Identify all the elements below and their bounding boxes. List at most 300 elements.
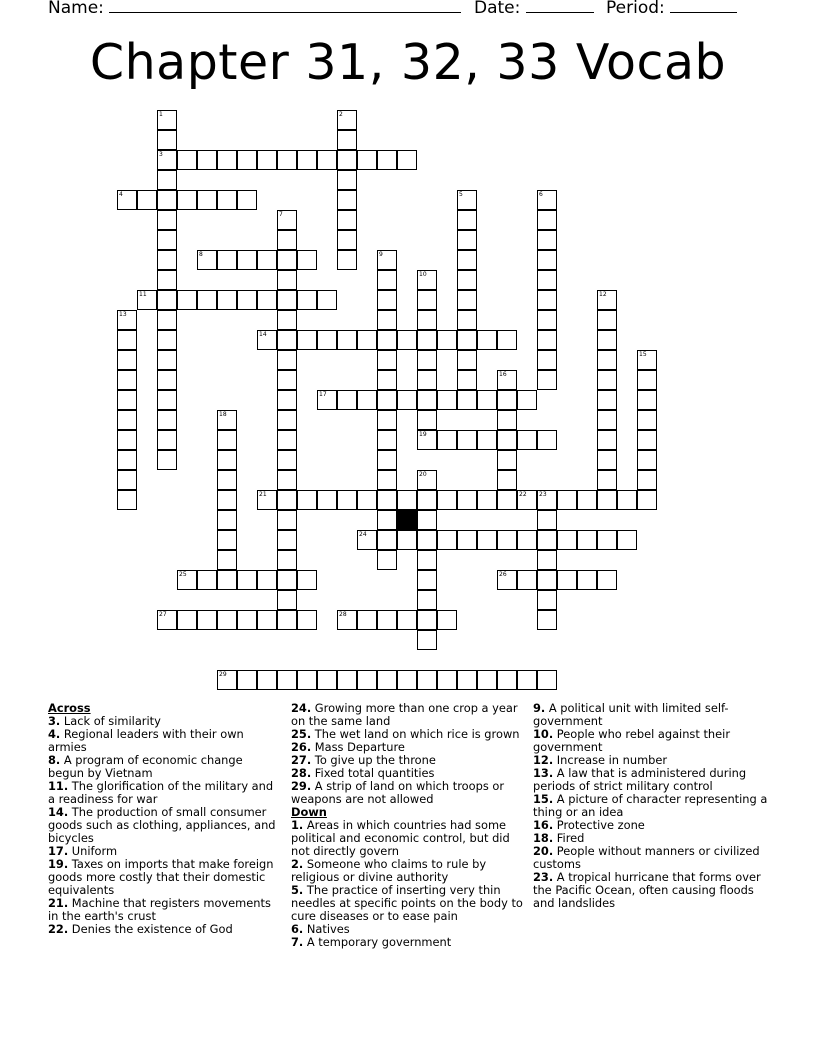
grid-cell[interactable]	[457, 210, 477, 230]
grid-cell[interactable]	[117, 490, 137, 510]
grid-cell[interactable]	[537, 230, 557, 250]
grid-cell[interactable]	[217, 570, 237, 590]
grid-cell[interactable]	[417, 490, 437, 510]
grid-cell[interactable]	[417, 550, 437, 570]
page-title: Chapter 31, 32, 33 Vocab	[89, 34, 727, 91]
grid-cell[interactable]	[157, 210, 177, 230]
grid-cell[interactable]	[277, 410, 297, 430]
grid-clue-number: 11	[139, 291, 147, 298]
grid-cell[interactable]	[537, 290, 557, 310]
grid-cell[interactable]	[377, 270, 397, 290]
grid-cell[interactable]	[317, 670, 337, 690]
grid-clue-number: 29	[219, 671, 227, 678]
grid-cell[interactable]	[417, 350, 437, 370]
grid-cell[interactable]	[157, 170, 177, 190]
grid-cell[interactable]	[337, 490, 357, 510]
clue-number: 14.	[48, 805, 69, 819]
grid-cell[interactable]	[597, 410, 617, 430]
grid-cell[interactable]	[497, 470, 517, 490]
grid-cell[interactable]	[497, 490, 517, 510]
grid-cell[interactable]	[357, 390, 377, 410]
clue-text: Regional leaders with their own armies	[48, 727, 244, 754]
grid-cell[interactable]	[357, 610, 377, 630]
grid-cell[interactable]	[457, 670, 477, 690]
grid-cell[interactable]	[217, 250, 237, 270]
grid-cell[interactable]	[517, 670, 537, 690]
grid-cell[interactable]	[377, 610, 397, 630]
grid-cell[interactable]	[377, 370, 397, 390]
grid-cell[interactable]	[217, 530, 237, 550]
grid-cell[interactable]	[277, 150, 297, 170]
grid-cell[interactable]	[597, 430, 617, 450]
grid-cell[interactable]	[117, 330, 137, 350]
clue-text: Growing more than one crop a year on the same land	[291, 701, 518, 728]
grid-cell[interactable]	[597, 310, 617, 330]
grid-cell[interactable]	[597, 450, 617, 470]
clue-text: A program of economic change begun by Vietnam	[48, 753, 243, 780]
grid-clue-number: 14	[259, 331, 267, 338]
grid-cell[interactable]	[637, 370, 657, 390]
grid-cell[interactable]	[477, 530, 497, 550]
grid-cell[interactable]	[537, 510, 557, 530]
grid-cell[interactable]	[197, 290, 217, 310]
grid-cell[interactable]	[457, 290, 477, 310]
grid-cell[interactable]	[217, 610, 237, 630]
grid-cell[interactable]	[537, 370, 557, 390]
grid-cell[interactable]	[277, 530, 297, 550]
down-clue	[533, 871, 773, 910]
grid-cell[interactable]	[277, 510, 297, 530]
grid-cell[interactable]	[257, 610, 277, 630]
grid-cell[interactable]	[537, 430, 557, 450]
grid-cell[interactable]	[237, 610, 257, 630]
grid-cell[interactable]	[597, 370, 617, 390]
grid-cell[interactable]	[437, 530, 457, 550]
grid-cell[interactable]	[177, 190, 197, 210]
grid-cell[interactable]	[597, 350, 617, 370]
grid-cell[interactable]	[237, 570, 257, 590]
grid-cell[interactable]	[117, 350, 137, 370]
grid-cell[interactable]	[277, 470, 297, 490]
grid-cell[interactable]	[317, 330, 337, 350]
grid-cell[interactable]	[597, 390, 617, 410]
grid-cell[interactable]	[457, 370, 477, 390]
grid-cell[interactable]	[497, 450, 517, 470]
clues-column-3	[533, 702, 773, 910]
clue-number: 3.	[48, 714, 61, 728]
grid-cell[interactable]	[417, 510, 437, 530]
grid-cell[interactable]	[297, 330, 317, 350]
grid-cell[interactable]	[557, 570, 577, 590]
grid-clue-number: 20	[419, 471, 427, 478]
grid-cell[interactable]	[377, 330, 397, 350]
across-clue	[48, 923, 282, 936]
grid-clue-number: 1	[159, 111, 163, 118]
clue-number: 21.	[48, 896, 69, 910]
across-clue-list-continued	[291, 702, 527, 806]
down-clue	[291, 819, 527, 858]
grid-cell[interactable]	[157, 410, 177, 430]
grid-cell[interactable]	[297, 290, 317, 310]
grid-cell[interactable]	[597, 470, 617, 490]
clue-number: 20.	[533, 844, 554, 858]
grid-cell[interactable]	[157, 250, 177, 270]
grid-cell[interactable]	[337, 230, 357, 250]
grid-cell[interactable]	[117, 390, 137, 410]
grid-cell[interactable]	[457, 250, 477, 270]
grid-cell[interactable]	[637, 390, 657, 410]
grid-cell[interactable]	[397, 390, 417, 410]
grid-cell[interactable]	[577, 530, 597, 550]
clue-number: 19.	[48, 857, 69, 871]
grid-cell[interactable]	[457, 270, 477, 290]
grid-cell[interactable]	[537, 570, 557, 590]
clue-number: 10.	[533, 727, 554, 741]
grid-cell[interactable]	[137, 190, 157, 210]
grid-cell[interactable]	[157, 350, 177, 370]
grid-cell[interactable]	[417, 390, 437, 410]
grid-cell[interactable]	[217, 430, 237, 450]
grid-cell[interactable]	[377, 550, 397, 570]
grid-cell[interactable]	[417, 610, 437, 630]
grid-cell[interactable]	[117, 470, 137, 490]
grid-cell[interactable]	[577, 570, 597, 590]
grid-cell[interactable]	[517, 430, 537, 450]
grid-cell[interactable]	[477, 430, 497, 450]
clue-text: Someone who claims to rule by religious or divine authority	[291, 857, 487, 884]
grid-cell[interactable]	[537, 310, 557, 330]
grid-cell[interactable]	[537, 670, 557, 690]
grid-cell[interactable]	[537, 610, 557, 630]
grid-cell[interactable]	[277, 230, 297, 250]
grid-cell[interactable]	[237, 150, 257, 170]
grid-cell[interactable]	[157, 310, 177, 330]
grid-cell[interactable]	[337, 150, 357, 170]
grid-cell[interactable]	[277, 270, 297, 290]
clue-number: 18.	[533, 831, 554, 845]
clue-text: A tropical hurricane that forms over the Pacific Ocean, often causing floods and landslides	[533, 870, 761, 910]
grid-cell[interactable]	[437, 670, 457, 690]
grid-cell[interactable]	[537, 250, 557, 270]
grid-cell[interactable]	[517, 390, 537, 410]
grid-cell[interactable]	[217, 510, 237, 530]
down-clue	[533, 767, 773, 793]
grid-clue-number: 16	[499, 371, 507, 378]
grid-cell[interactable]	[377, 310, 397, 330]
grid-cell[interactable]	[337, 190, 357, 210]
grid-cell[interactable]	[337, 130, 357, 150]
grid-cell[interactable]	[457, 310, 477, 330]
grid-cell[interactable]	[177, 150, 197, 170]
grid-cell[interactable]	[277, 250, 297, 270]
grid-cell[interactable]	[637, 490, 657, 510]
grid-cell[interactable]	[357, 670, 377, 690]
grid-cell[interactable]	[457, 350, 477, 370]
grid-cell[interactable]	[397, 610, 417, 630]
grid-cell[interactable]	[537, 270, 557, 290]
grid-cell[interactable]	[437, 490, 457, 510]
grid-cell[interactable]	[297, 570, 317, 590]
grid-cell[interactable]	[217, 450, 237, 470]
grid-cell[interactable]	[517, 570, 537, 590]
grid-cell[interactable]	[337, 210, 357, 230]
grid-cell[interactable]	[157, 330, 177, 350]
clue-number: 13.	[533, 766, 554, 780]
grid-cell[interactable]	[637, 410, 657, 430]
grid-cell[interactable]	[537, 550, 557, 570]
grid-cell[interactable]	[477, 390, 497, 410]
grid-cell[interactable]	[497, 430, 517, 450]
grid-cell[interactable]	[537, 210, 557, 230]
grid-cell[interactable]	[257, 570, 277, 590]
grid-cell[interactable]	[297, 670, 317, 690]
clue-number: 11.	[48, 779, 69, 793]
grid-clue-number: 24	[359, 531, 367, 538]
grid-cell[interactable]	[617, 490, 637, 510]
grid-cell[interactable]	[497, 670, 517, 690]
grid-cell[interactable]	[297, 250, 317, 270]
grid-cell[interactable]	[417, 530, 437, 550]
grid-cell[interactable]	[377, 290, 397, 310]
grid-cell[interactable]	[277, 330, 297, 350]
grid-cell[interactable]	[537, 590, 557, 610]
grid-cell[interactable]	[437, 330, 457, 350]
grid-clue-number: 22	[519, 491, 527, 498]
grid-cell[interactable]	[157, 290, 177, 310]
grid-clue-number: 15	[639, 351, 647, 358]
grid-cell[interactable]	[257, 670, 277, 690]
grid-cell[interactable]	[297, 150, 317, 170]
grid-cell[interactable]	[457, 330, 477, 350]
grid-cell[interactable]	[377, 670, 397, 690]
grid-cell[interactable]	[377, 350, 397, 370]
grid-cell[interactable]	[277, 670, 297, 690]
down-clue	[291, 936, 527, 949]
grid-cell[interactable]	[197, 610, 217, 630]
grid-cell[interactable]	[377, 470, 397, 490]
grid-cell[interactable]	[157, 130, 177, 150]
grid-cell[interactable]	[357, 490, 377, 510]
grid-cell[interactable]	[157, 390, 177, 410]
clue-text: A political unit with limited self-government	[533, 701, 729, 728]
grid-cell[interactable]	[117, 370, 137, 390]
clue-text: Machine that registers movements in the earth's crust	[48, 896, 271, 923]
grid-cell[interactable]	[397, 490, 417, 510]
grid-cell[interactable]	[217, 190, 237, 210]
across-clue	[48, 728, 282, 754]
grid-cell[interactable]	[597, 570, 617, 590]
grid-cell[interactable]	[457, 490, 477, 510]
grid-cell[interactable]	[437, 390, 457, 410]
grid-cell[interactable]	[377, 430, 397, 450]
grid-cell[interactable]	[577, 490, 597, 510]
clue-text: People without manners or civilized customs	[533, 844, 760, 871]
grid-cell[interactable]	[457, 390, 477, 410]
grid-cell[interactable]	[237, 670, 257, 690]
date-label: Date:	[474, 0, 521, 18]
clue-text: The production of small consumer goods such as clothing, appliances, and bicycles	[48, 805, 276, 845]
clue-number: 17.	[48, 844, 69, 858]
grid-cell[interactable]	[237, 190, 257, 210]
grid-cell[interactable]	[637, 430, 657, 450]
clue-text: Taxes on imports that make foreign goods more costly that their domestic equivalents	[48, 857, 274, 897]
grid-cell[interactable]	[277, 490, 297, 510]
grid-cell[interactable]	[597, 530, 617, 550]
grid-cell[interactable]	[157, 450, 177, 470]
grid-cell[interactable]	[377, 150, 397, 170]
grid-cell[interactable]	[277, 450, 297, 470]
grid-cell[interactable]	[317, 290, 337, 310]
grid-cell[interactable]	[497, 410, 517, 430]
grid-clue-number: 12	[599, 291, 607, 298]
clue-number: 5.	[291, 883, 304, 897]
grid-cell[interactable]	[257, 250, 277, 270]
grid-cell[interactable]	[217, 550, 237, 570]
grid-clue-number: 6	[539, 191, 543, 198]
grid-cell[interactable]	[417, 290, 437, 310]
clue-number: 4.	[48, 727, 61, 741]
grid-cell[interactable]	[477, 670, 497, 690]
grid-cell[interactable]	[297, 490, 317, 510]
grid-cell[interactable]	[117, 430, 137, 450]
grid-cell[interactable]	[197, 150, 217, 170]
clue-text: The wet land on which rice is grown	[311, 727, 520, 741]
grid-cell[interactable]	[397, 670, 417, 690]
grid-cell[interactable]	[617, 530, 637, 550]
grid-cell[interactable]	[177, 290, 197, 310]
grid-cell[interactable]	[477, 330, 497, 350]
grid-cell[interactable]	[277, 570, 297, 590]
grid-cell[interactable]	[397, 150, 417, 170]
grid-cell[interactable]	[337, 170, 357, 190]
grid-cell[interactable]	[457, 530, 477, 550]
clue-number: 29.	[291, 779, 312, 793]
grid-cell[interactable]	[197, 190, 217, 210]
grid-cell[interactable]	[257, 290, 277, 310]
grid-cell[interactable]	[277, 370, 297, 390]
grid-cell[interactable]	[397, 330, 417, 350]
grid-cell[interactable]	[417, 670, 437, 690]
grid-cell[interactable]	[277, 350, 297, 370]
grid-cell[interactable]	[277, 430, 297, 450]
grid-cell[interactable]	[437, 610, 457, 630]
grid-cell[interactable]	[337, 250, 357, 270]
clue-text: A picture of character representing a thing or an idea	[533, 792, 768, 819]
grid-cell[interactable]	[377, 530, 397, 550]
grid-cell[interactable]	[417, 370, 437, 390]
grid-cell[interactable]	[597, 330, 617, 350]
clue-text: Fixed total quantities	[311, 766, 435, 780]
grid-cell[interactable]	[117, 450, 137, 470]
grid-cell[interactable]	[357, 330, 377, 350]
grid-cell[interactable]	[157, 430, 177, 450]
grid-cell[interactable]	[197, 570, 217, 590]
grid-cell[interactable]	[157, 190, 177, 210]
across-clue	[291, 702, 527, 728]
grid-cell[interactable]	[377, 410, 397, 430]
down-clue	[291, 858, 527, 884]
grid-cell[interactable]	[417, 590, 437, 610]
grid-cell[interactable]	[417, 410, 437, 430]
grid-cell[interactable]	[417, 570, 437, 590]
grid-cell[interactable]	[317, 490, 337, 510]
grid-cell[interactable]	[497, 530, 517, 550]
grid-cell[interactable]	[237, 290, 257, 310]
across-clue	[48, 806, 282, 845]
clue-number: 24.	[291, 701, 312, 715]
grid-cell[interactable]	[337, 330, 357, 350]
grid-cell[interactable]	[177, 610, 197, 630]
grid-cell[interactable]	[417, 630, 437, 650]
grid-cell[interactable]	[277, 550, 297, 570]
grid-cell[interactable]	[517, 530, 537, 550]
grid-cell[interactable]	[257, 150, 277, 170]
grid-cell[interactable]	[277, 290, 297, 310]
grid-cell[interactable]	[277, 610, 297, 630]
grid-clue-number: 19	[419, 431, 427, 438]
clues-column-2	[291, 702, 527, 949]
grid-cell[interactable]	[117, 410, 137, 430]
grid-cell[interactable]	[157, 230, 177, 250]
grid-cell[interactable]	[457, 430, 477, 450]
grid-clue-number: 18	[219, 411, 227, 418]
clue-text: Denies the existence of God	[68, 922, 233, 936]
grid-cell[interactable]	[317, 150, 337, 170]
grid-cell[interactable]	[277, 310, 297, 330]
grid-cell[interactable]	[557, 490, 577, 510]
grid-cell[interactable]	[597, 490, 617, 510]
grid-cell[interactable]	[337, 390, 357, 410]
clue-text: Natives	[303, 922, 350, 936]
clue-text: Areas in which countries had some political and economic control, but did not directly govern	[291, 818, 510, 858]
grid-cell[interactable]	[217, 150, 237, 170]
grid-cell[interactable]	[217, 490, 237, 510]
grid-cell[interactable]	[277, 590, 297, 610]
grid-cell[interactable]	[477, 490, 497, 510]
grid-cell[interactable]	[237, 250, 257, 270]
grid-cell[interactable]	[157, 270, 177, 290]
grid-cell[interactable]	[377, 510, 397, 530]
grid-cell[interactable]	[417, 310, 437, 330]
grid-cell[interactable]	[377, 450, 397, 470]
grid-cell[interactable]	[637, 470, 657, 490]
grid-cell[interactable]	[497, 390, 517, 410]
grid-cell[interactable]	[537, 530, 557, 550]
grid-cell[interactable]	[157, 370, 177, 390]
grid-cell[interactable]	[497, 330, 517, 350]
grid-cell[interactable]	[397, 530, 417, 550]
grid-cell[interactable]	[377, 390, 397, 410]
grid-cell[interactable]	[357, 150, 377, 170]
clue-text: Protective zone	[553, 818, 645, 832]
grid-cell[interactable]	[537, 330, 557, 350]
grid-cell[interactable]	[217, 470, 237, 490]
grid-cell[interactable]	[537, 350, 557, 370]
grid-cell[interactable]	[557, 530, 577, 550]
grid-cell[interactable]	[337, 670, 357, 690]
grid-cell[interactable]	[277, 390, 297, 410]
grid-cell[interactable]	[437, 430, 457, 450]
grid-cell[interactable]	[297, 610, 317, 630]
grid-cell[interactable]	[457, 230, 477, 250]
down-clue	[533, 845, 773, 871]
grid-cell[interactable]	[217, 290, 237, 310]
clue-number: 7.	[291, 935, 304, 949]
grid-cell[interactable]	[377, 490, 397, 510]
grid-cell[interactable]	[417, 330, 437, 350]
grid-cell[interactable]	[637, 450, 657, 470]
clue-text: People who rebel against their government	[533, 727, 730, 754]
